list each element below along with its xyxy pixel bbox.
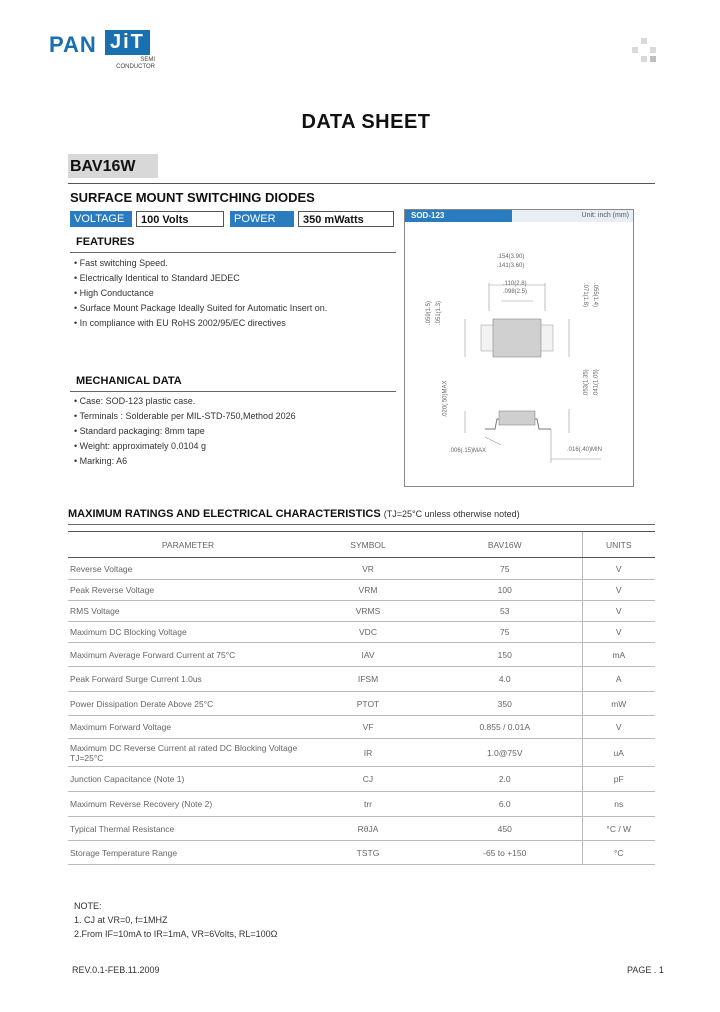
mechanical-rule [70, 391, 396, 392]
features-heading: FEATURES [76, 236, 135, 248]
logo-jit-text: JiT [105, 30, 150, 55]
features-list [74, 256, 327, 331]
dim-side-right: .053(1.35) [583, 369, 590, 397]
table-row: Maximum Reverse Recovery (Note 2) trr 6.0 ns [68, 792, 655, 817]
table-row: Maximum DC Reverse Current at rated DC Blocking Voltage TJ=25°C IR 1.0@75V uA [68, 739, 655, 767]
dim-left-height: .059(1.5) [426, 300, 433, 326]
list-item: • Weight: approximately 0.0104 g [74, 441, 207, 451]
mechanical-list [74, 394, 296, 469]
list-item: • Marking: A6 [74, 456, 128, 466]
dim-top-width: .154(3.90) [497, 254, 525, 260]
dim-right-height-2: .055(1.4) [592, 282, 599, 308]
table-row: Maximum Forward Voltage VF 0.855 / 0.01A V [68, 716, 655, 739]
column-header: PARAMETER [68, 532, 308, 558]
dim-left-height-2: .051(1.3) [436, 300, 443, 326]
table-row: Power Dissipation Derate Above 25°C PTOT 350 mW [68, 692, 655, 716]
table-row: Junction Capacitance (Note 1) CJ 2.0 pF [68, 767, 655, 792]
note-item: 2.From IF=10mA to IR=1mA, VR=6Volts, RL=100Ω [74, 929, 278, 939]
dim-side-height: .020(.50)MAX [442, 380, 449, 418]
table-row: Maximum Average Forward Current at 75°C IAV 150 mA [68, 643, 655, 667]
package-drawing [404, 209, 634, 487]
revision-label: REV.0.1-FEB.11.2009 [72, 965, 160, 975]
table-row: Peak Reverse Voltage VRM 100 V [68, 580, 655, 601]
notes-heading: NOTE: [74, 901, 102, 911]
table-row: Typical Thermal Resistance RθJA 450 °C / W [68, 817, 655, 841]
part-number: BAV16W [70, 158, 136, 175]
document-subtitle: SURFACE MOUNT SWITCHING DIODES [70, 190, 315, 205]
ratings-condition: (TJ=25°C unless otherwise noted) [383, 509, 520, 519]
list-item: • Surface Mount Package Ideally Suited for Automatic Insert on. [74, 303, 328, 313]
dim-lead: .006(.15)MAX [449, 448, 487, 454]
dim-body-width: .110(2.8) [503, 281, 527, 287]
list-item: • Terminals : Solderable per MIL-STD-750,Method 2026 [74, 411, 296, 421]
list-item: • In compliance with EU RoHS 2002/95/EC directives [74, 318, 286, 328]
list-item: • High Conductance [74, 288, 154, 298]
ratings-heading: MAXIMUM RATINGS AND ELECTRICAL CHARACTERISTICS (TJ=25°C unless otherwise noted) [68, 508, 520, 520]
dim-side-right-2: .041(1.05) [593, 369, 600, 397]
column-header: UNITS [582, 532, 655, 558]
package-name: SOD-123 [411, 211, 445, 220]
logo-subtitle: SEMI CONDUCTOR [116, 57, 155, 70]
table-row: RMS Voltage VRMS 53 V [68, 601, 655, 622]
table-row: Reverse Voltage VR 75 V [68, 558, 655, 580]
voltage-value: 100 Volts [136, 211, 224, 227]
mechanical-heading: MECHANICAL DATA [76, 375, 182, 387]
header-divider [68, 183, 655, 184]
dim-top-width-2: .141(3.60) [497, 263, 525, 269]
list-item: • Fast switching Speed. [74, 258, 168, 268]
features-rule [70, 252, 396, 253]
decorative-squares-icon [632, 38, 660, 66]
dim-pad: .016(.40)MIN [567, 447, 603, 453]
page-title: DATA SHEET [301, 111, 431, 133]
table-row: Maximum DC Blocking Voltage VDC 75 V [68, 622, 655, 643]
dim-right-height: .071(1.8) [582, 282, 589, 308]
power-label: POWER [230, 211, 294, 227]
list-item: • Standard packaging: 8mm tape [74, 426, 205, 436]
list-item: • Case: SOD-123 plastic case. [74, 396, 196, 406]
notes-section [74, 899, 277, 941]
package-unit: Unit: inch (mm) [581, 212, 629, 219]
power-value: 350 mWatts [298, 211, 394, 227]
logo-pan-text: PAN [49, 32, 97, 57]
column-header: BAV16W [428, 532, 582, 558]
dim-body-width-2: .098(2.5) [503, 289, 528, 295]
page-number: PAGE . 1 [627, 965, 664, 975]
table-row: Storage Temperature Range TSTG -65 to +150 °C [68, 841, 655, 865]
note-item: 1. CJ at VR=0, f=1MHZ [74, 915, 168, 925]
ratings-rule [68, 524, 655, 525]
table-row: Peak Forward Surge Current 1.0us IFSM 4.0 A [68, 667, 655, 692]
voltage-label: VOLTAGE [70, 211, 132, 227]
table-header-row [68, 532, 655, 558]
column-header: SYMBOL [308, 532, 428, 558]
list-item: • Electrically Identical to Standard JEDEC [74, 273, 240, 283]
ratings-table [68, 531, 655, 865]
